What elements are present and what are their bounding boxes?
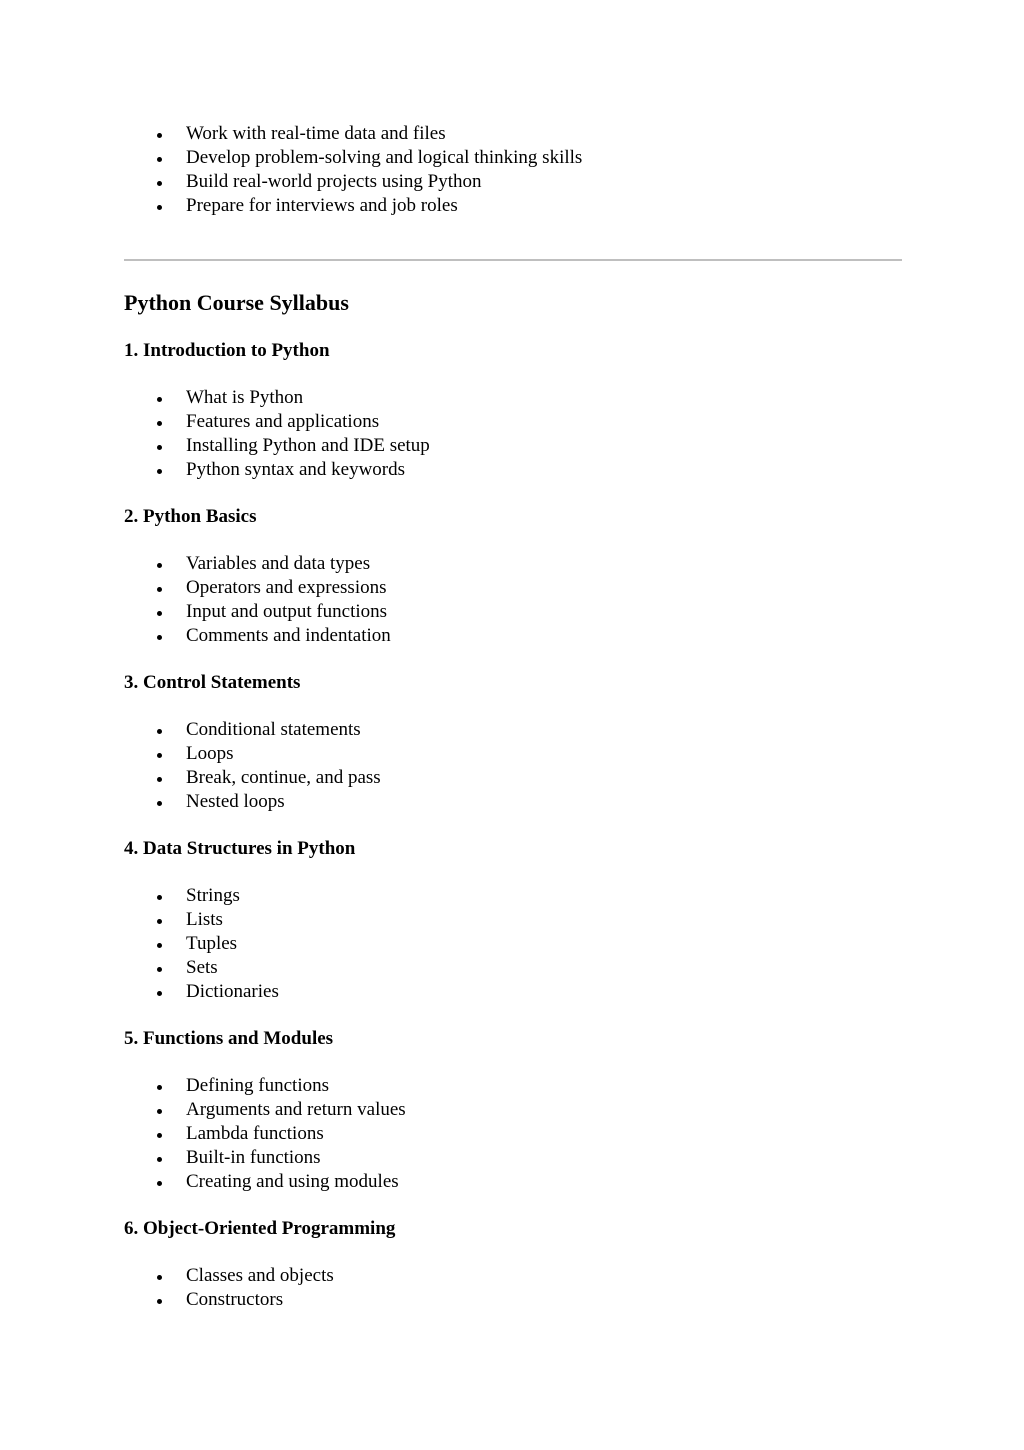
section-bullet-list — [124, 386, 902, 482]
list-item: What is Python — [124, 386, 902, 410]
syllabus-section — [124, 1217, 902, 1312]
syllabus-section — [124, 1027, 902, 1194]
section-bullet-list — [124, 1264, 902, 1312]
section-bullet-list — [124, 1074, 902, 1194]
list-item: Defining functions — [124, 1074, 902, 1098]
page-title: Python Course Syllabus — [124, 290, 349, 315]
section-heading: 4. Data Structures in Python — [124, 838, 356, 859]
section-heading: 2. Python Basics — [124, 506, 257, 527]
list-item: Arguments and return values — [124, 1098, 902, 1122]
list-item: Conditional statements — [124, 718, 902, 742]
horizontal-divider — [124, 259, 902, 261]
section-bullet-list — [124, 552, 902, 648]
list-item: Break, continue, and pass — [124, 766, 902, 790]
syllabus-section — [124, 671, 902, 814]
list-item: Constructors — [124, 1288, 902, 1312]
list-item: Classes and objects — [124, 1264, 902, 1288]
list-item: Python syntax and keywords — [124, 458, 902, 482]
list-item: Strings — [124, 884, 902, 908]
section-bullet-list — [124, 718, 902, 814]
list-item: Built-in functions — [124, 1146, 902, 1170]
list-item: Lambda functions — [124, 1122, 902, 1146]
list-item: Comments and indentation — [124, 624, 902, 648]
section-heading: 6. Object-Oriented Programming — [124, 1218, 396, 1239]
list-item: Work with real-time data and files — [124, 122, 902, 146]
list-item: Creating and using modules — [124, 1170, 902, 1194]
syllabus-section — [124, 339, 902, 482]
list-item: Input and output functions — [124, 600, 902, 624]
intro-bullet-list — [124, 122, 902, 218]
section-heading: 3. Control Statements — [124, 672, 301, 693]
list-item: Variables and data types — [124, 552, 902, 576]
syllabus-section — [124, 505, 902, 648]
section-heading: 5. Functions and Modules — [124, 1028, 334, 1049]
syllabus-sections — [124, 339, 902, 1312]
list-item: Sets — [124, 956, 902, 980]
list-item: Dictionaries — [124, 980, 902, 1004]
list-item: Prepare for interviews and job roles — [124, 194, 902, 218]
syllabus-section — [124, 837, 902, 1004]
list-item: Loops — [124, 742, 902, 766]
section-heading: 1. Introduction to Python — [124, 340, 330, 361]
list-item: Operators and expressions — [124, 576, 902, 600]
list-item: Build real-world projects using Python — [124, 170, 902, 194]
list-item: Installing Python and IDE setup — [124, 434, 902, 458]
list-item: Features and applications — [124, 410, 902, 434]
list-item: Lists — [124, 908, 902, 932]
list-item: Tuples — [124, 932, 902, 956]
section-bullet-list — [124, 884, 902, 1004]
list-item: Nested loops — [124, 790, 902, 814]
list-item: Develop problem-solving and logical thinking skills — [124, 146, 902, 170]
